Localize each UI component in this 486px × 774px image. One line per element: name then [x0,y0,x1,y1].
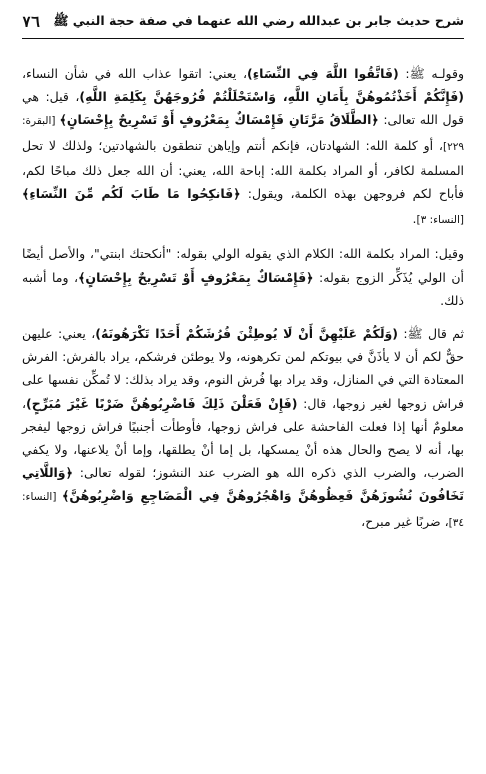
quotation-text: ﴿الطَّلَاقُ مَرَّتَانِ فَإِمْسَاكٌ بِمَعْرُوفٍ أَوْ تَسْرِيحٌ بِإِحْسَانٍ﴾ [59,112,379,128]
paragraph [22,322,464,535]
body-run: ثم قال ﷺ: [398,326,464,342]
paragraph [22,242,464,312]
body-run: وقيل: المراد بكلمة الله: الكلام الذي يقوله الولي بقوله: "أنكحتك ابنتي"، والأصل أيضًا أن الولي يُذَكِّر الزوج بقوله: [22,246,464,285]
body-run: ، قيل: هي قول الله تعالى: [22,89,464,128]
body-run: ، أو كلمة الله: الشهادتان، فإنكم أنتم وإياهن تنطقون بالشهادتين؛ ولذلك لا تحل المسلمة لكافر، أو المراد بكلمة الله: إباحة الله، يعني: أن الله جعل ذلك مباحًا لكم، فأباح لكم فروجهن بهذه الكلمة، ويقول: [22,137,464,202]
quotation-text: (وَلَكُمْ عَلَيْهِنَّ أَنْ لَا يُوطِئْنَ فُرُشَكُمْ أَحَدًا تَكْرَهُونَهُ) [95,326,399,342]
quotation-text: (فَاتَّقُوا اللَّهَ فِي النِّسَاءِ) [247,66,399,81]
quotation-text: ﴿فَإِمْسَاكٌ بِمَعْرُوفٍ أَوْ تَسْرِيحٌ بِإِحْسَانٍ﴾ [78,269,314,285]
quotation-text: (فَإِنْ فَعَلْنَ ذَلِكَ فَاضْرِبُوهُنَّ ضَرْبًا غَيْرَ مُبَرِّحٍ) [26,395,298,411]
body-run: ، معلومٌ أنها إذا فعلت الفاحشة على فراش زوجها، فأوطأت أجنبيًا فراش زوجها ليفجر بها، أنه لا يصح والحال هذه أنْ يمسكها، بل إما أنْ يطلقها، وإما أنْ يلاعنها، ولا يكفي الضرب، والضرب الذي ذكره الله هو الضرب عند النشوز؛ لقوله تعالى: [22,395,464,481]
quotation-text: ﴿وَاللَّاتِي تَخَافُونَ نُشُوزَهُنَّ فَعِظُوهُنَّ وَاهْجُرُوهُنَّ فِي الْمَضَاجِعِ وَاضْرِبُوهُنَّ﴾ [22,465,464,504]
paragraph [22,62,464,232]
body-run: ، ضربًا غير مبرح، [361,513,449,529]
quotation-text: ﴿فَانكِحُوا مَا طَابَ لَكُم مِّنَ النِّسَاءِ﴾ [22,186,241,202]
citation-ref: [البقرة: ٢٢٩] [22,115,464,153]
body-run: ، يعني: اتقوا عذاب الله في شأن النساء، [22,66,248,81]
body-text [22,62,464,535]
quotation-text: (فَإِنَّكُمْ أَخَذْتُمُوهُنَّ بِأَمَانِ اللَّهِ، وَاسْتَحْلَلْتُمْ فُرُوجَهُنَّ بِكَلِمَةِ اللَّهِ) [79,89,464,105]
page-header [22,6,464,39]
body-run: ، يعني: عليهن حقٌّ لكم أن لا يأذَنَّ في بيوتكم لمن تكرهونه، ولا يوطئن فرشكم، يراد بالفرش: الفرش المعتادة التي في المنازل، وقد يراد بها فُرش النوم، وقد يراد بذلك: لا تُمكِّن نفسها على فراش زوجها لغير زوجها، قال: [22,326,464,411]
citation-ref: [النساء: ٣٤] [22,491,464,529]
page-number: ٧٦ [22,13,41,31]
body-run: ، وما أشبه ذلك. [22,269,464,308]
body-run: . [412,211,417,227]
running-title: شرح حديث جابر بن عبدالله رضي الله عنهما في صفة حجة النبي ﷺ [53,12,464,28]
citation-ref: [النساء: ٣] [416,214,464,227]
body-run: وقولـه ﷺ: [398,66,464,81]
